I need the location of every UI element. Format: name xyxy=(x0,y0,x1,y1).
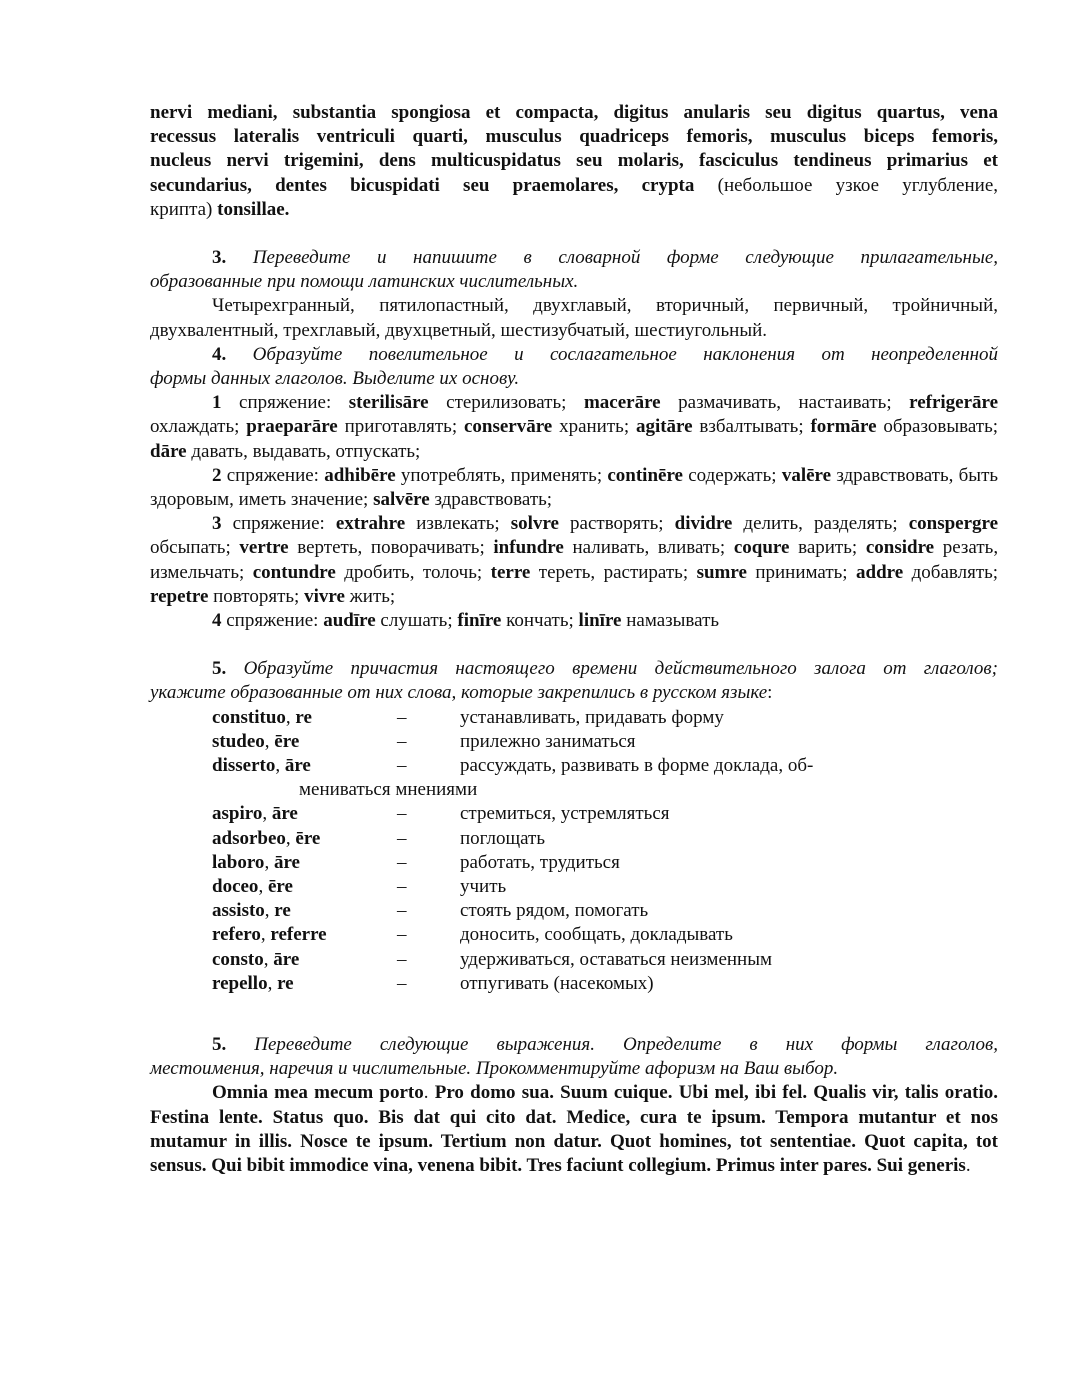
task-3 xyxy=(150,246,998,343)
task-4-instruction-line-1: 4. Образуйте повелительное и сослагательное наклонения от неопределенной xyxy=(212,343,999,365)
aphorisms-paragraph: Omnia mea mecum porto. Pro domo sua. Suum cuique. Ubi mel, ibi fel. Qualis vir, talis oratio. Festina lente. Status quo. Bis dat qui cito dat. Medice, cura te ipsum. Tempora mutantur et nos mutamur in illis. Nosce te ipsum. Tertium non datur. Quot homines, tot sententiae. Quot capita, tot sensus. Qui bibit immodice vina, venena bibit. Tres faciunt collegium. Primus inter pares. Sui generis. xyxy=(150,1082,999,1176)
verb-row xyxy=(212,875,998,899)
intro-paragraph xyxy=(150,101,998,222)
verb-translation: стоять рядом, помогать xyxy=(460,900,649,922)
verb-latin: studeo, ēre xyxy=(212,730,300,752)
verb-translation: учить xyxy=(460,875,507,897)
verb-dash: – xyxy=(397,755,407,777)
verb-latin: constituo, re xyxy=(212,706,312,728)
verb-dash: – xyxy=(397,948,407,970)
verb-row xyxy=(212,923,998,947)
verb-row xyxy=(212,802,998,826)
intro-line-2: recessus lateralis ventriculi quarti, musculus quadriceps femoris, musculus biceps femoris, xyxy=(150,126,998,148)
task-3-body: Четырехгранный, пятилопастный, двухглавый, вторичный, первичный, тройничный, двухвалентный, трехглавый, двухцветный, шестизубчатый, шестиугольный. xyxy=(150,295,998,341)
verb-row xyxy=(212,972,998,996)
verb-row xyxy=(212,706,998,730)
task-5a-instruction-line-1: 5. Образуйте причастия настоящего времени действительного залога от глаголов; xyxy=(212,658,998,680)
verb-dash: – xyxy=(397,924,407,946)
verb-latin: repello, re xyxy=(212,972,294,994)
intro-line-1: nervi mediani, substantia spongiosa et compacta, digitus anularis seu digitus quartus, vena xyxy=(150,102,998,123)
verb-dash: – xyxy=(397,730,407,752)
verb-translation: устанавливать, придавать форму xyxy=(460,706,724,728)
task-5b-instruction-line-2: местоимения, наречия и числительные. Прокомментируйте афоризм на Ваш выбор. xyxy=(150,1058,839,1080)
task-5b xyxy=(150,1033,998,1178)
verb-translation: прилежно заниматься xyxy=(460,730,636,752)
verb-translation: доносить, сообщать, докладывать xyxy=(460,924,733,946)
verb-row xyxy=(212,948,998,972)
conjugation-3: 3 спряжение: extrahre извлекать; solvre растворять; dividre делить, разделять; conspergre обсыпать; vertre вертеть, поворачивать; infundre наливать, вливать; coqure варить; considre резать, измельчать; contundre дробить, толочь; terre тереть, растирать; sumre принимать; addre добавлять; repetre повторять; vivre жить; xyxy=(150,513,999,607)
intro-line-5: крипта) tonsillae. xyxy=(150,198,290,220)
verb-dash: – xyxy=(397,875,407,897)
verb-latin: adsorbeo, ēre xyxy=(212,827,321,849)
verb-translation-continued: мениваться мнениями xyxy=(299,779,478,801)
verb-latin: aspiro, āre xyxy=(212,803,298,825)
verb-latin: consto, āre xyxy=(212,948,300,970)
verb-latin: disserto, āre xyxy=(212,755,311,777)
verb-translation: работать, трудиться xyxy=(460,851,620,873)
task-4-instruction-line-2: формы данных глаголов. Выделите их основу. xyxy=(150,368,520,390)
verb-row xyxy=(212,754,998,778)
verb-latin: doceo, ēre xyxy=(212,875,293,897)
verb-translation: поглощать xyxy=(460,827,546,849)
verb-table xyxy=(212,706,998,996)
verb-row xyxy=(212,851,998,875)
conjugation-4: 4 спряжение: audīre слушать; finīre кончать; linīre намазывать xyxy=(212,610,720,632)
verb-dash: – xyxy=(397,851,407,873)
intro-line-3: nucleus nervi trigemini, dens multicuspidatus seu molaris, fasciculus tendineus primarius et xyxy=(150,150,998,172)
task-5a xyxy=(150,657,998,996)
verb-translation: рассуждать, развивать в форме доклада, об- xyxy=(460,755,814,777)
verb-translation: отпугивать (насекомых) xyxy=(460,972,654,994)
task-4 xyxy=(150,343,998,633)
document-page xyxy=(150,101,998,1178)
verb-dash: – xyxy=(397,803,407,825)
verb-row xyxy=(212,730,998,754)
verb-latin: assisto, re xyxy=(212,900,291,922)
verb-dash: – xyxy=(397,972,407,994)
verb-translation: стремиться, устремляться xyxy=(460,803,670,825)
conjugation-1: 1 спряжение: sterilisāre стерилизовать; macerāre размачивать, настаивать; refrigerāre охлаждать; praeparāre приготавлять; conservāre хранить; agitāre взбалтывать; formāre образовывать; dāre давать, выдавать, отпускать; xyxy=(150,392,999,462)
verb-translation: удерживаться, оставаться неизменным xyxy=(460,948,773,970)
verb-dash: – xyxy=(397,827,407,849)
verb-row xyxy=(212,899,998,923)
task-3-instruction-line-2: образованные при помощи латинских числительных. xyxy=(150,271,579,293)
verb-dash: – xyxy=(397,900,407,922)
task-5a-instruction-line-2: укажите образованные от них слова, которые закрепились в русском языке: xyxy=(150,682,773,704)
task-5b-instruction-line-1: 5. Переведите следующие выражения. Определите в них формы глаголов, xyxy=(212,1033,999,1055)
verb-latin: laboro, āre xyxy=(212,851,300,873)
verb-latin: refero, referre xyxy=(212,924,327,946)
intro-line-4: secundarius, dentes bicuspidati seu praemolares, crypta (небольшое узкое углубление, xyxy=(150,174,998,196)
verb-dash: – xyxy=(397,706,407,728)
conjugation-2: 2 спряжение: adhibēre употреблять, применять; continēre содержать; valēre здравствовать, быть здоровым, иметь значение; salvēre здравствовать; xyxy=(150,464,999,511)
verb-row xyxy=(212,827,998,851)
task-3-instruction-line-1: 3. Переведите и напишите в словарной форме следующие прилагательные, xyxy=(212,247,999,269)
